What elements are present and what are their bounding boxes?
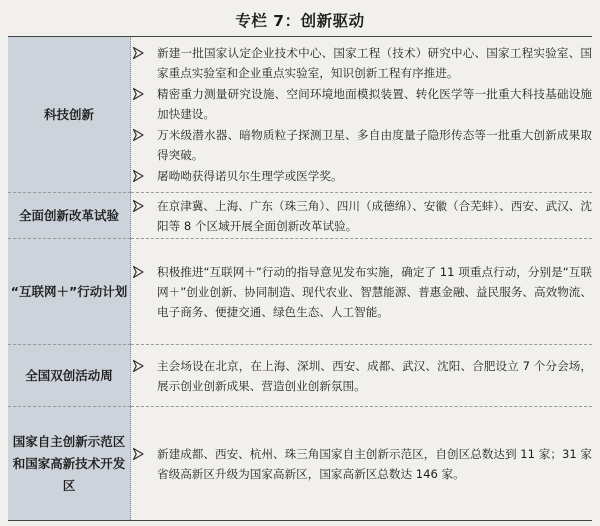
- box-title: 专栏 7：创新驱动: [235, 12, 365, 30]
- panel-row: [8, 37, 592, 193]
- hollow-right-arrow-icon: [131, 84, 149, 104]
- category-label: 科技创新: [8, 37, 131, 193]
- hollow-right-arrow-icon: [131, 356, 149, 376]
- category-label: 全面创新改革试验: [8, 193, 131, 239]
- hollow-right-arrow-icon: [131, 43, 149, 63]
- item-text: 屠呦呦获得诺贝尔生理学或医学奖。: [157, 169, 343, 183]
- hollow-right-arrow-icon: [131, 166, 149, 186]
- item-list: [131, 345, 593, 407]
- list-item: [131, 43, 592, 83]
- list-item: [131, 262, 592, 322]
- item-text: 积极推进“互联网＋”行动的指导意见发布实施，确定了 11 项重点行动，分别是“互联网＋”创业创新、协同制造、现代农业、智慧能源、普惠金融、益民服务、高效物流、电子商务、便捷交通、绿色生态、人工智能。: [157, 264, 592, 319]
- item-text: 新建一批国家认定企业技术中心、国家工程（技术）研究中心、国家工程实验室、国家重点实验室和企业重点实验室，知识创新工程有序推进。: [157, 46, 592, 80]
- item-text: 万米级潜水器、暗物质粒子探测卫星、多自由度量子隐形传态等一批重大创新成果取得突破。: [157, 128, 592, 162]
- item-list: [131, 37, 593, 193]
- list-item: [131, 196, 592, 236]
- category-label: “互联网＋”行动计划: [8, 239, 131, 345]
- list-item: [131, 166, 592, 186]
- hollow-right-arrow-icon: [131, 444, 149, 464]
- panel-row: [8, 407, 592, 521]
- panel-row: [8, 345, 592, 407]
- hollow-right-arrow-icon: [131, 262, 149, 282]
- item-text: 精密重力测量研究设施、空间环境地面模拟装置、转化医学等一批重大科技基础设施加快建设。: [157, 87, 592, 121]
- panel-row: [8, 239, 592, 345]
- item-text: 在京津冀、上海、广东（珠三角）、四川（成德绵）、安徽（合芜蚌）、西安、武汉、沈阳等 8 个区域开展全面创新改革试验。: [157, 198, 592, 233]
- panel-body: [8, 37, 592, 521]
- panel-row: [8, 193, 592, 239]
- list-item: [131, 84, 592, 124]
- list-item: [131, 125, 592, 165]
- hollow-right-arrow-icon: [131, 196, 149, 216]
- list-item: [131, 444, 592, 484]
- hollow-right-arrow-icon: [131, 125, 149, 145]
- item-list: [131, 239, 593, 345]
- category-label: 国家自主创新示范区和国家高新技术开发区: [8, 407, 131, 521]
- item-list: [131, 193, 593, 239]
- list-item: [131, 356, 592, 396]
- category-label: 全国双创活动周: [8, 345, 131, 407]
- item-text: 新建成都、西安、杭州、珠三角国家自主创新示范区，自创区总数达到 11 家；31 家省级高新区升级为国家高新区，国家高新区总数达 146 家。: [157, 446, 592, 481]
- item-text: 主会场设在北京，在上海、深圳、西安、成都、武汉、沈阳、合肥设立 7 个分会场，展示创业创新成果、营造创业创新氛围。: [157, 358, 592, 393]
- item-list: [131, 407, 593, 521]
- innovation-panel: [8, 36, 592, 521]
